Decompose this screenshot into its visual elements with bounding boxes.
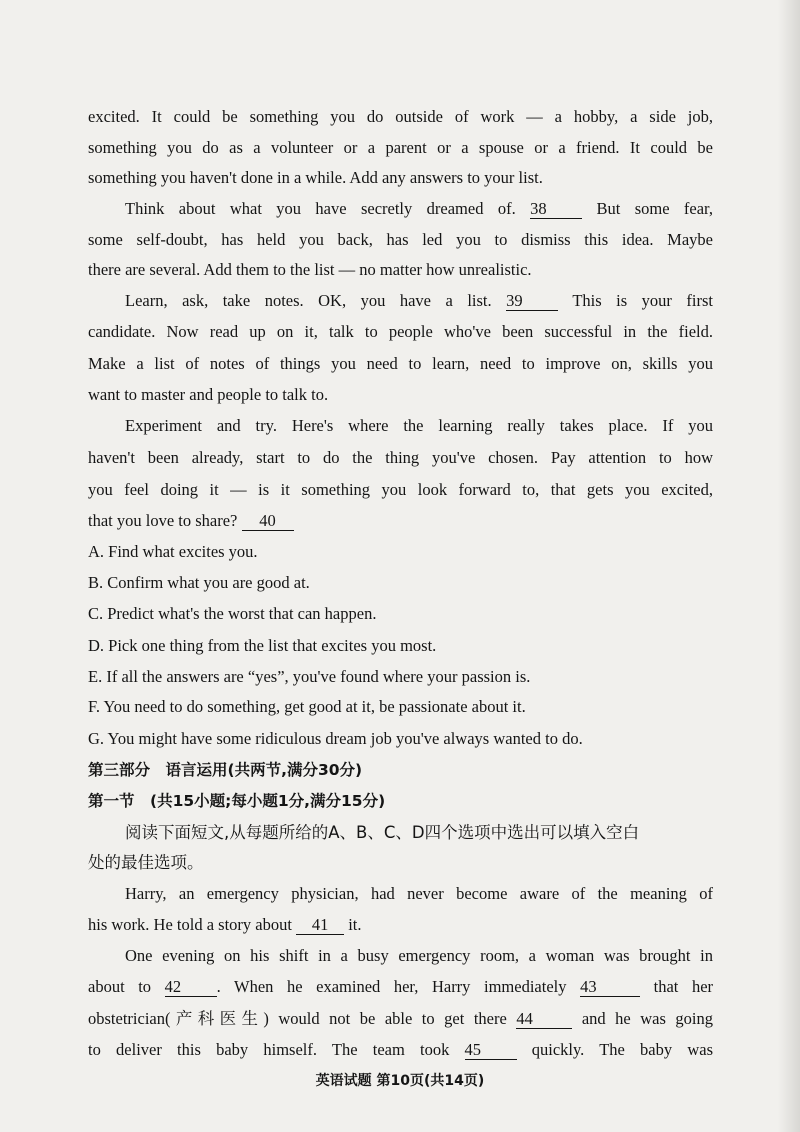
passage-line: something you do as a volunteer or a parent or a spouse or a friend. It could be	[88, 138, 713, 157]
passage-line: his work. He told a story about 41 it.	[88, 915, 362, 934]
answer-blank-45[interactable]: 45	[465, 1041, 517, 1060]
answer-blank-42[interactable]: 42	[165, 978, 217, 997]
section-heading: 第三部分 语言运用(共两节,满分30分)	[88, 761, 363, 779]
option-f: F. You need to do something, get good at it, be passionate about it.	[88, 697, 526, 716]
passage-line: something you haven't done in a while. Add any answers to your list.	[88, 168, 543, 187]
page-footer: 英语试题 第10页(共14页)	[315, 1073, 485, 1089]
passage-line: One evening on his shift in a busy emergency room, a woman was brought in	[125, 946, 713, 965]
option-c: C. Predict what's the worst that can happen.	[88, 604, 377, 623]
answer-blank-43[interactable]: 43	[580, 978, 640, 997]
option-a: A. Find what excites you.	[88, 542, 258, 561]
page-edge-shadow	[778, 0, 800, 1132]
passage-line: excited. It could be something you do outside of work — a hobby, a side job,	[88, 107, 713, 126]
option-g: G. You might have some ridiculous dream job you've always wanted to do.	[88, 729, 583, 748]
instructions: 处的最佳选项。	[88, 853, 204, 872]
passage-line: want to master and people to talk to.	[88, 385, 329, 404]
instructions: 阅读下面短文,从每题所给的A、B、C、D四个选项中选出可以填入空白	[125, 823, 640, 842]
passage-line: you feel doing it — is it something you look forward to, that gets you excited,	[88, 480, 713, 499]
option-b: B. Confirm what you are good at.	[88, 573, 310, 592]
passage-line: there are several. Add them to the list — no matter how unrealistic.	[88, 260, 532, 279]
passage-line: to deliver this baby himself. The team took 45 quickly. The baby was	[88, 1040, 713, 1059]
passage-line: Think about what you have secretly dreamed of. 38 But some fear,	[125, 199, 714, 218]
passage-line: Learn, ask, take notes. OK, you have a list. 39 This is your first	[125, 291, 713, 310]
passage-line: Harry, an emergency physician, had never become aware of the meaning of	[125, 884, 713, 903]
passage-line: Experiment and try. Here's where the learning really takes place. If you	[125, 416, 713, 435]
answer-blank-40[interactable]: 40	[242, 512, 294, 531]
passage-line: haven't been already, start to do the thing you've chosen. Pay attention to how	[88, 448, 713, 467]
passage-line: that you love to share? 40	[88, 511, 713, 531]
passage-line: candidate. Now read up on it, talk to people who've been successful in the field.	[88, 322, 713, 341]
answer-blank-44[interactable]: 44	[516, 1010, 572, 1029]
passage-line: obstetrician(产科医生) would not be able to get there 44 and he was going	[88, 1009, 713, 1028]
passage-line: some self-doubt, has held you back, has led you to dismiss this idea. Maybe	[88, 230, 713, 249]
answer-blank-39[interactable]: 39	[506, 292, 558, 311]
answer-blank-38[interactable]: 38	[530, 200, 582, 219]
answer-blank-41[interactable]: 41	[296, 916, 344, 935]
subsection-heading: 第一节 (共15小题;每小题1分,满分15分)	[88, 792, 386, 810]
passage-line: about to 42 . When he examined her, Harry immediately 43 that her	[88, 977, 714, 996]
option-d: D. Pick one thing from the list that excites you most.	[88, 636, 437, 655]
option-e: E. If all the answers are “yes”, you've found where your passion is.	[88, 667, 531, 686]
passage-line: Make a list of notes of things you need to learn, need to improve on, skills you	[88, 354, 713, 373]
